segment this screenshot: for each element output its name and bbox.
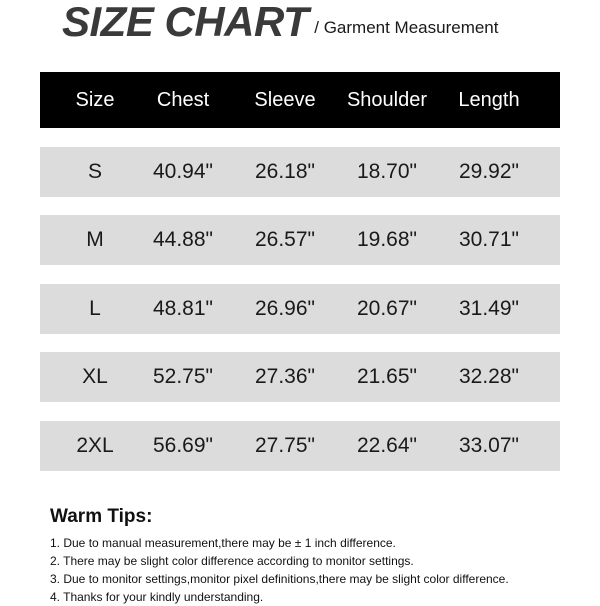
length-cell: 33.07" <box>458 434 519 457</box>
column-header-length: Length <box>458 88 520 111</box>
column-header-sleeve: Sleeve <box>254 88 316 111</box>
sleeve-cell: 26.57" <box>254 228 315 251</box>
warm-tips-heading: Warm Tips: <box>50 506 153 527</box>
sleeve-cell: 26.96" <box>254 297 315 320</box>
column-header-chest: Chest <box>156 88 210 111</box>
sleeve-cell: 27.36" <box>254 365 315 388</box>
tip-item: 1. Due to manual measurement,there may be ± 1 inch difference. <box>50 536 396 550</box>
table-row <box>40 147 560 197</box>
shoulder-cell: 21.65" <box>356 365 417 388</box>
length-cell: 30.71" <box>458 228 519 251</box>
tip-item: 4. Thanks for your kindly understanding. <box>50 590 264 604</box>
sleeve-cell: 26.18" <box>254 160 315 183</box>
table-row <box>40 215 560 265</box>
sleeve-cell: 27.75" <box>254 434 315 457</box>
table-row <box>40 421 560 471</box>
chest-cell: 40.94" <box>152 160 213 183</box>
chest-cell: 52.75" <box>152 365 213 388</box>
table-row <box>40 284 560 334</box>
size-cell: S <box>87 160 102 183</box>
warm-tips-section <box>50 506 590 606</box>
shoulder-cell: 19.68" <box>356 228 417 251</box>
shoulder-cell: 20.67" <box>356 297 417 320</box>
page-subtitle: / Garment Measurement <box>314 18 499 37</box>
size-cell: 2XL <box>76 434 114 457</box>
length-cell: 32.28" <box>458 365 519 388</box>
size-table-header <box>40 72 560 128</box>
tip-item: 3. Due to monitor settings,monitor pixel definitions,there may be slight color difference. <box>50 572 509 586</box>
page-title-row <box>62 0 499 44</box>
length-cell: 31.49" <box>458 297 519 320</box>
shoulder-cell: 22.64" <box>356 434 417 457</box>
column-header-size: Size <box>75 88 115 111</box>
page-title: SIZE CHART <box>62 0 309 45</box>
tip-item: 2. There may be slight color difference according to monitor settings. <box>50 554 414 568</box>
size-cell: L <box>89 297 101 320</box>
shoulder-cell: 18.70" <box>356 160 417 183</box>
chest-cell: 48.81" <box>152 297 213 320</box>
chest-cell: 44.88" <box>152 228 213 251</box>
size-cell: M <box>86 228 104 251</box>
length-cell: 29.92" <box>458 160 519 183</box>
chest-cell: 56.69" <box>152 434 213 457</box>
table-row <box>40 352 560 402</box>
column-header-shoulder: Shoulder <box>346 88 428 111</box>
size-cell: XL <box>82 365 108 388</box>
